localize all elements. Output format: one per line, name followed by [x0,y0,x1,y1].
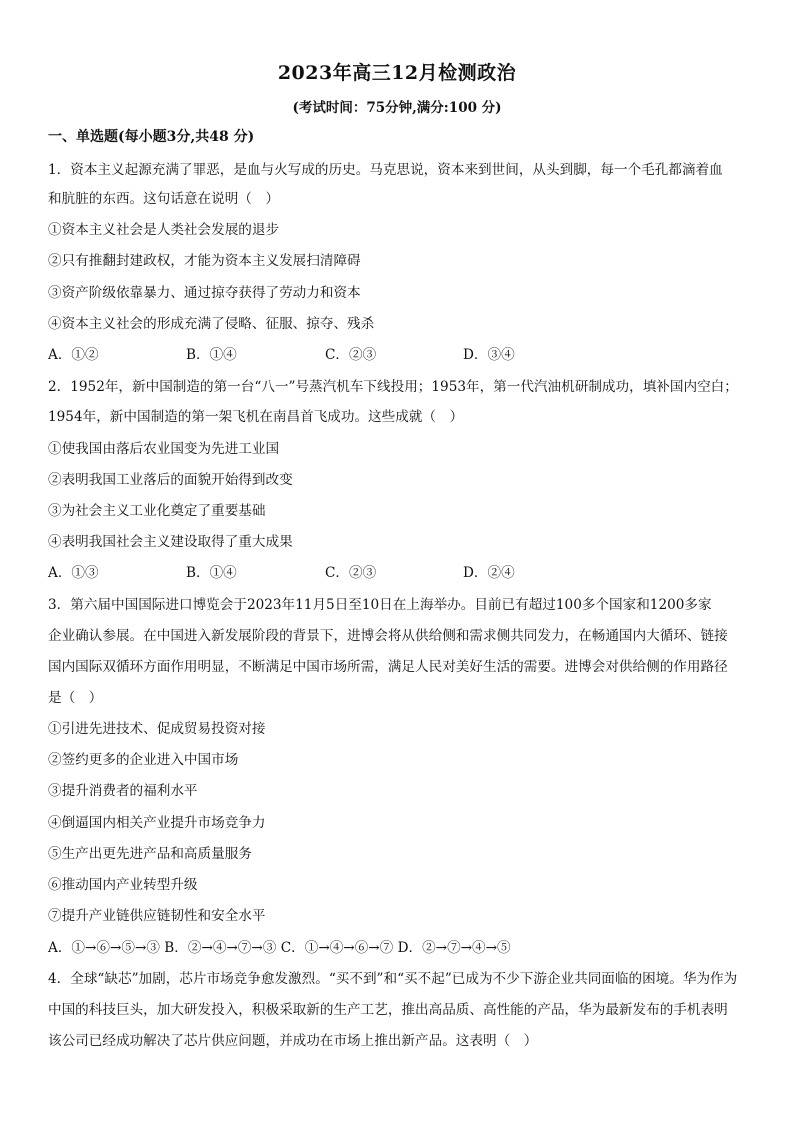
question-3-statement-7: ⑦提升产业链供应链韧性和安全水平 [48,908,266,924]
question-3-stem-line-3: 国内国际双循环方面作用明显，不断满足中国市场所需，满足人民对美好生活的需要。进博会对供给侧的作用路径 [48,659,728,675]
question-2-statement-4: ④表明我国社会主义建设取得了重大成果 [48,534,293,550]
section-heading: 一、单选题(每小题3分,共48 分) [48,129,255,145]
question-1-option-b: B．①④ [186,347,237,363]
question-2-stem-line-2: 1954年，新中国制造的第一架飞机在南昌首飞成功。这些成就（ ） [48,409,464,425]
exam-title: 2023年高三12月检测政治 [277,62,517,84]
question-4-stem-line-1: 4．全球“缺芯”加剧，芯片市场竞争愈发激烈。“买不到”和“买不起”已成为不少下游企业共同面临的困境。华为作为 [48,971,738,987]
question-1-option-c: C．②③ [325,347,377,363]
question-4-stem-line-2: 中国的科技巨头，加大研发投入，积极采取新的生产工艺，推出高品质、高性能的产品，华为最新发布的手机表明 [48,1002,728,1018]
question-3-options: A．①→⑥→⑤→③ B．②→④→⑦→③ C．①→④→⑥→⑦ D．②→⑦→④→⑤ [48,940,511,956]
question-3-statement-6: ⑥推动国内产业转型升级 [48,877,198,893]
question-1-statement-4: ④资本主义社会的形成充满了侵略、征服、掠夺、残杀 [48,316,375,332]
question-3-statement-1: ①引进先进技术、促成贸易投资对接 [48,721,266,737]
question-1-option-a: A．①② [48,347,99,363]
question-3-statement-5: ⑤生产出更先进产品和高质量服务 [48,846,252,862]
question-3-statement-2: ②签约更多的企业进入中国市场 [48,752,239,768]
question-3-statement-4: ④倒逼国内相关产业提升市场竞争力 [48,815,266,831]
question-3-stem-line-1: 3．第六届中国国际进口博览会于2023年11月5日至10日在上海举办。目前已有超过100多个国家和1200多家 [48,597,712,613]
question-2-statement-2: ②表明我国工业落后的面貌开始得到改变 [48,472,293,488]
question-1-statement-1: ①资本主义社会是人类社会发展的退步 [48,222,280,238]
question-2-statement-1: ①使我国由落后农业国变为先进工业国 [48,441,280,457]
question-1-option-d: D．③④ [463,347,515,363]
question-1-stem-line-1: 1．资本主义起源充满了罪恶，是血与火写成的历史。马克思说，资本来到世间，从头到脚，每一个毛孔都滴着血 [48,162,723,178]
question-1-statement-3: ③资产阶级依靠暴力、通过掠夺获得了劳动力和资本 [48,285,361,301]
question-3-stem-line-4: 是（ ） [48,690,103,706]
question-3-statement-3: ③提升消费者的福利水平 [48,783,198,799]
question-2-option-b: B．①④ [186,565,237,581]
question-3-stem-line-2: 企业确认参展。在中国进入新发展阶段的背景下，进博会将从供给侧和需求侧共同发力，在畅通国内大循环、链接 [48,628,728,644]
question-2-stem-line-1: 2．1952年，新中国制造的第一台“八一”号蒸汽机车下线投用；1953年，第一代汽油机研制成功，填补国内空白； [48,379,738,395]
question-1-statement-2: ②只有推翻封建政权，才能为资本主义发展扫清障碍 [48,253,361,269]
question-2-option-c: C．②③ [325,565,377,581]
question-1-stem-line-2: 和肮脏的东西。这句话意在说明（ ） [48,191,280,207]
question-2-option-a: A．①③ [48,565,99,581]
exam-subtitle: (考试时间：75分钟,满分:100 分) [292,100,502,116]
question-2-option-d: D．②④ [463,565,515,581]
question-4-stem-line-3: 该公司已经成功解决了芯片供应问题，并成功在市场上推出新产品。这表明（ ） [48,1033,538,1049]
question-2-statement-3: ③为社会主义工业化奠定了重要基础 [48,503,266,519]
